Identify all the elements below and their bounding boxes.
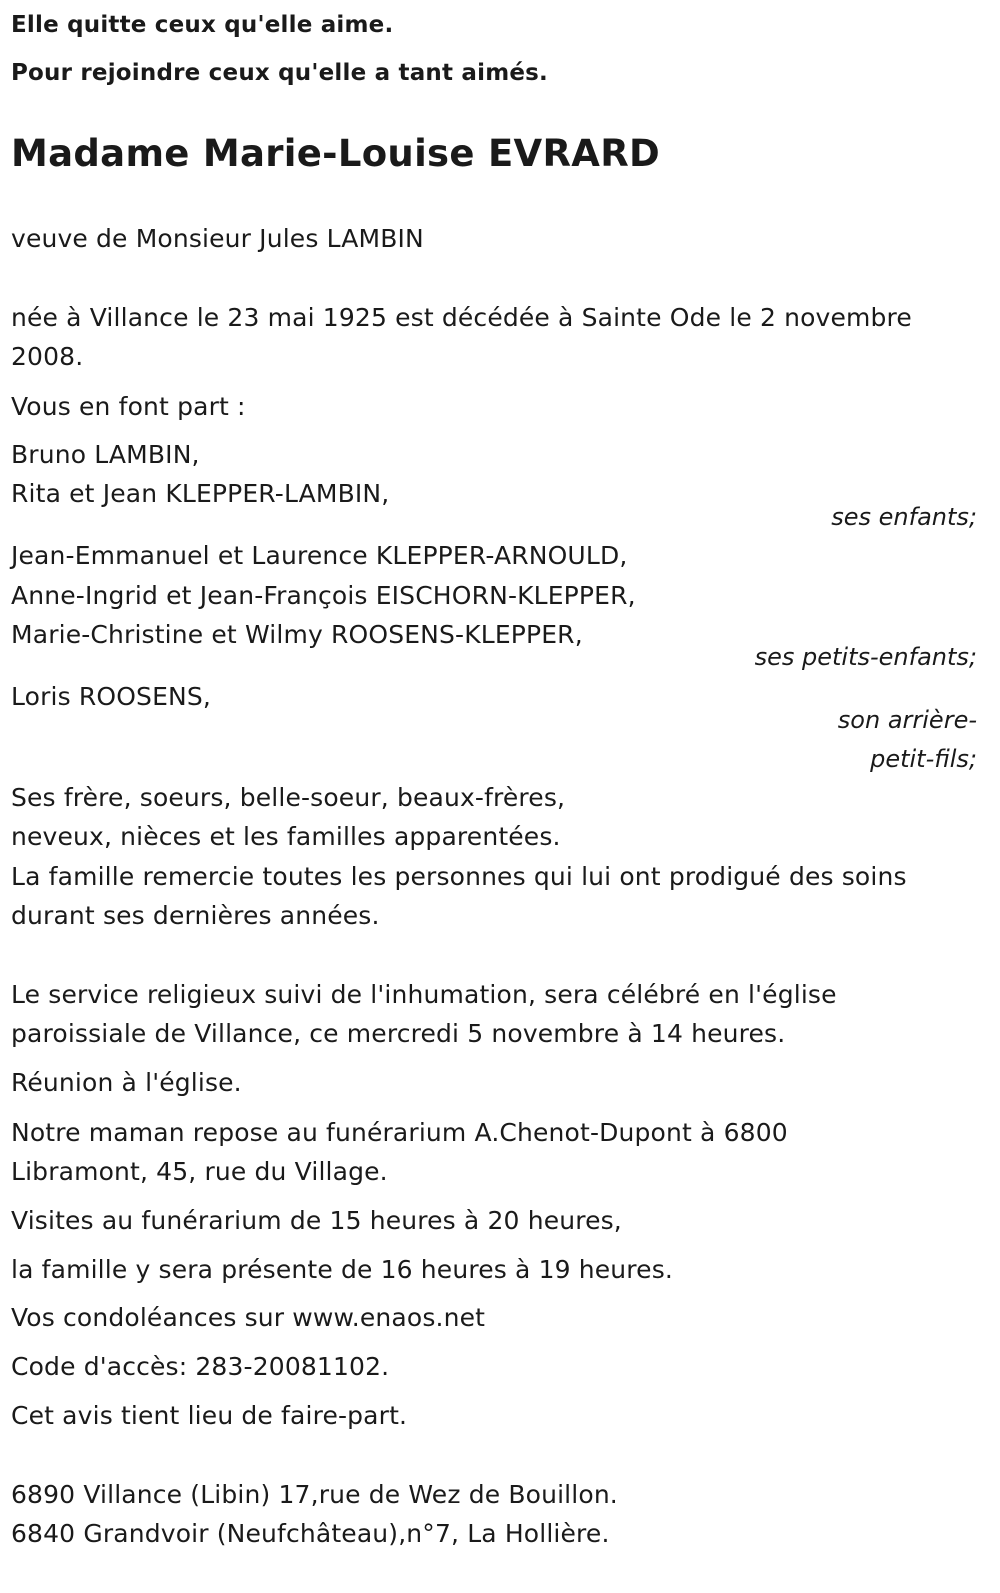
grandchild-name: Anne-Ingrid et Jean-François EISCHORN-KLEPPER,: [11, 581, 636, 610]
access-code: Code d'accès: 283-20081102.: [11, 1352, 390, 1381]
condolences: Vos condoléances sur www.enaos.net: [11, 1303, 486, 1332]
epigraph-line-2: Pour rejoindre ceux qu'elle a tant aimés.: [11, 60, 548, 86]
great-grandchild-label-line-2: petit-fils;: [870, 745, 977, 773]
visiting-hours: Visites au funérarium de 15 heures à 20 heures,: [11, 1206, 622, 1235]
address: 6890 Villance (Libin) 17,rue de Wez de Bouillon.: [11, 1480, 618, 1509]
birth-death-line-1: née à Villance le 23 mai 1925 est décédée à Sainte Ode le 2 novembre: [11, 303, 912, 332]
address: 6840 Grandvoir (Neufchâteau),n°7, La Hollière.: [11, 1519, 610, 1548]
family-presence: la famille y sera présente de 16 heures à 19 heures.: [11, 1255, 673, 1284]
announcement: Vous en font part :: [11, 392, 246, 421]
funeral-home-line-2: Libramont, 45, rue du Village.: [11, 1157, 388, 1186]
relatives-line-1: Ses frère, soeurs, belle-soeur, beaux-frères,: [11, 783, 566, 812]
child-name: Bruno LAMBIN,: [11, 440, 200, 469]
epigraph-line-1: Elle quitte ceux qu'elle aime.: [11, 12, 394, 38]
meeting-place: Réunion à l'église.: [11, 1068, 242, 1097]
great-grandchild-label-line-1: son arrière-: [837, 706, 977, 734]
service-line-2: paroissiale de Villance, ce mercredi 5 novembre à 14 heures.: [11, 1019, 786, 1048]
great-grandchild-name: Loris ROOSENS,: [11, 682, 211, 711]
service-line-1: Le service religieux suivi de l'inhumation, sera célébré en l'église: [11, 980, 837, 1009]
grandchild-name: Marie-Christine et Wilmy ROOSENS-KLEPPER,: [11, 620, 583, 649]
relatives-line-2: neveux, nièces et les familles apparentées.: [11, 822, 561, 851]
thanks-line-2: durant ses dernières années.: [11, 901, 380, 930]
children-label: ses enfants;: [831, 503, 977, 531]
widow-of: veuve de Monsieur Jules LAMBIN: [11, 224, 424, 253]
funeral-home-line-1: Notre maman repose au funérarium A.Chenot-Dupont à 6800: [11, 1118, 788, 1147]
notice: Cet avis tient lieu de faire-part.: [11, 1401, 408, 1430]
child-name: Rita et Jean KLEPPER-LAMBIN,: [11, 479, 390, 508]
thanks-line-1: La famille remercie toutes les personnes qui lui ont prodigué des soins: [11, 862, 907, 891]
deceased-name: Madame Marie-Louise EVRARD: [11, 132, 660, 175]
grandchildren-label: ses petits-enfants;: [754, 643, 977, 671]
grandchild-name: Jean-Emmanuel et Laurence KLEPPER-ARNOULD,: [11, 541, 628, 570]
birth-death-line-2: 2008.: [11, 342, 84, 371]
